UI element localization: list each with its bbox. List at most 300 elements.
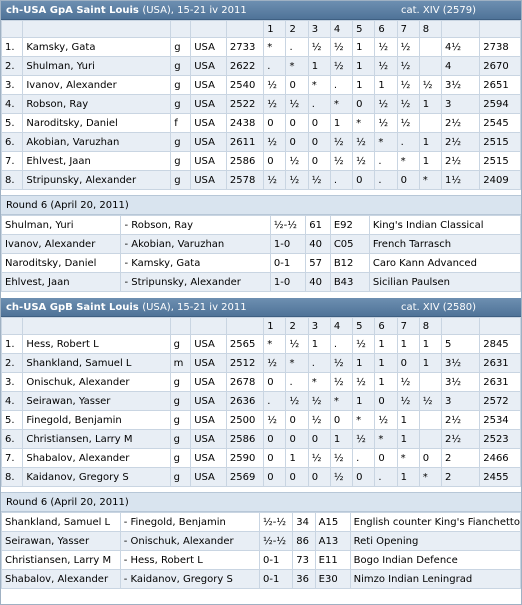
rating-cell: 2586 [226,152,263,171]
rating-cell: 2611 [226,133,263,152]
game-result-link[interactable]: 1-0 [270,273,305,292]
opening-name-cell: Sicilian Paulsen [369,273,520,292]
player-title-cell: g [170,335,191,354]
opening-name-cell: Bogo Indian Defence [350,551,520,570]
result-cell: ½ [397,57,419,76]
group-a-round-title: Round 6 (April 20, 2011) [1,195,521,215]
result-cell: 1 [397,468,419,487]
header-blank-cell [191,318,227,335]
result-cell: * [264,335,286,354]
eco-code-cell: A15 [315,513,350,532]
result-cell [419,57,441,76]
game-row[interactable] [2,532,521,551]
group-b-section [1,298,521,589]
player-name-link[interactable]: Kaidanov, Gregory S [23,468,170,487]
table-row [2,335,521,354]
result-cell: ½ [419,76,441,95]
result-cell: . [286,373,308,392]
player-name-link[interactable]: Seirawan, Yasser [23,392,170,411]
round-number-cell: 6 [375,318,397,335]
player-title-cell: g [171,57,191,76]
result-cell: . [308,354,330,373]
player-title-cell: g [170,373,191,392]
header-blank-cell [171,21,191,38]
result-cell: ½ [286,152,308,171]
white-player-cell: Seirawan, Yasser [2,532,121,551]
player-title-cell: g [170,430,191,449]
player-name-link[interactable]: Christiansen, Larry M [23,430,170,449]
result-cell: ½ [397,76,419,95]
result-cell: 0 [330,411,352,430]
federation-cell: USA [191,449,227,468]
opening-name-cell: Caro Kann Advanced [369,254,520,273]
result-cell: * [286,57,308,76]
federation-cell: USA [191,354,227,373]
move-count-cell: 36 [293,570,315,589]
eco-code-cell: B43 [330,273,369,292]
result-cell: ½ [308,449,330,468]
player-name-link[interactable]: Onischuk, Alexander [23,373,170,392]
performance-cell: 2515 [480,152,521,171]
rank-cell: 2. [2,57,23,76]
rating-cell: 2636 [226,392,263,411]
result-cell: 1 [419,354,441,373]
points-cell: 4 [442,57,480,76]
points-cell: 3 [442,392,480,411]
table-row [2,411,521,430]
opening-name-cell: King's Indian Classical [369,216,520,235]
federation-cell: USA [191,133,227,152]
player-title-cell: g [171,152,191,171]
result-cell: . [308,95,330,114]
result-cell: 1 [353,354,375,373]
player-title-cell: m [170,354,191,373]
move-count-cell: 73 [293,551,315,570]
points-cell: 4½ [442,38,480,57]
result-cell: 0 [264,449,286,468]
table-row [2,171,521,190]
result-cell: ½ [286,392,308,411]
result-cell: ½ [330,57,352,76]
rank-cell: 8. [2,171,23,190]
move-count-cell: 61 [306,216,331,235]
result-cell: ½ [264,95,286,114]
points-cell: 5 [442,335,480,354]
result-cell: ½ [353,430,375,449]
result-cell: 0 [286,468,308,487]
game-row[interactable] [2,216,521,235]
result-cell: 0 [264,152,286,171]
performance-cell: 2631 [480,373,521,392]
white-player-cell: Shabalov, Alexander [2,570,121,589]
black-player-cell: - Stripunsky, Alexander [121,273,270,292]
result-cell: * [353,411,375,430]
player-title-cell: g [170,392,191,411]
result-cell: 1 [308,57,330,76]
group-a-header [1,1,521,20]
game-row[interactable] [2,235,521,254]
white-player-cell: Naroditsky, Daniel [2,254,121,273]
performance-cell: 2545 [480,114,521,133]
rank-cell: 2. [2,354,23,373]
result-cell: 1 [353,57,375,76]
player-name-link[interactable]: Robson, Ray [23,95,171,114]
player-name-link[interactable]: Shabalov, Alexander [23,449,170,468]
result-cell: 1 [397,430,419,449]
performance-cell: 2631 [480,354,521,373]
result-cell: 0 [264,430,286,449]
white-player-cell: Ivanov, Alexander [2,235,121,254]
result-cell: * [397,152,419,171]
result-cell: ½ [330,38,352,57]
result-cell: * [308,76,330,95]
player-title-cell: g [170,411,191,430]
performance-cell: 2455 [480,468,521,487]
result-cell: 0 [308,430,330,449]
header-blank-cell [170,318,191,335]
result-cell: 0 [286,411,308,430]
header-blank-cell [480,318,521,335]
round-number-cell: 6 [375,21,397,38]
group-b-header [1,298,521,317]
federation-cell: USA [191,152,227,171]
result-cell: 1 [419,133,441,152]
result-cell: 0 [264,468,286,487]
federation-cell: USA [191,468,227,487]
result-cell [419,38,441,57]
round-number-cell: 5 [353,318,375,335]
game-row[interactable] [2,254,521,273]
result-cell: . [330,76,352,95]
result-cell: * [330,95,352,114]
result-cell: . [264,57,286,76]
rank-cell: 1. [2,335,23,354]
result-cell: . [375,468,397,487]
result-cell: 0 [397,354,419,373]
result-cell: ½ [353,133,375,152]
points-cell: 2½ [442,133,480,152]
performance-cell: 2594 [480,95,521,114]
rating-cell: 2438 [226,114,263,133]
points-cell: 2½ [442,152,480,171]
round-number-cell: 4 [330,21,352,38]
result-cell: * [308,373,330,392]
federation-cell: USA [191,392,227,411]
round-number-row [2,21,521,38]
result-cell: 0 [308,133,330,152]
performance-cell: 2670 [480,57,521,76]
rating-cell: 2622 [226,57,263,76]
performance-cell: 2466 [480,449,521,468]
black-player-cell: - Kamsky, Gata [121,254,270,273]
round-number-cell: 7 [397,21,419,38]
player-name-link[interactable]: Finegold, Benjamin [23,411,170,430]
table-row [2,392,521,411]
federation-cell: USA [191,411,227,430]
game-result-link[interactable]: 0-1 [270,254,305,273]
result-cell: ½ [308,392,330,411]
result-cell: 1 [419,335,441,354]
result-cell: 1 [286,449,308,468]
result-cell: ½ [308,411,330,430]
points-cell: 3½ [442,354,480,373]
result-cell: 0 [353,468,375,487]
table-row [2,468,521,487]
group-a-crosstable [1,20,521,190]
game-result-link[interactable]: 0-1 [260,570,293,589]
result-cell: 0 [264,373,286,392]
eco-code-cell: C05 [330,235,369,254]
group-a-location: (USA), 15-21 iv 2011 [142,4,247,16]
points-cell: 2½ [442,114,480,133]
table-row [2,354,521,373]
points-cell: 3 [442,95,480,114]
white-player-cell: Ehlvest, Jaan [2,273,121,292]
game-row[interactable] [2,551,521,570]
rating-cell: 2540 [226,76,263,95]
rank-cell: 5. [2,411,23,430]
result-cell: ½ [375,57,397,76]
round-number-row [2,318,521,335]
round-number-cell: 8 [419,21,441,38]
player-name-link[interactable]: Naroditsky, Daniel [23,114,171,133]
result-cell: ½ [397,392,419,411]
rank-cell: 4. [2,392,23,411]
round-number-cell: 7 [397,318,419,335]
round-number-cell: 4 [330,318,352,335]
result-cell: 0 [286,430,308,449]
rating-cell: 2586 [226,430,263,449]
round-number-cell: 1 [264,21,286,38]
result-cell: 0 [286,133,308,152]
federation-cell: USA [191,57,227,76]
result-cell: ½ [397,95,419,114]
header-blank-cell [2,21,23,38]
player-name-link[interactable]: Stripunsky, Alexander [23,171,171,190]
result-cell: 0 [397,171,419,190]
game-row[interactable] [2,273,521,292]
performance-cell: 2515 [480,133,521,152]
result-cell: ½ [330,449,352,468]
result-cell: 1 [419,95,441,114]
rank-cell: 5. [2,114,23,133]
points-cell: 3½ [442,76,480,95]
white-player-cell: Shankland, Samuel L [2,513,121,532]
header-blank-cell [23,318,170,335]
result-cell: ½ [286,171,308,190]
game-result-link[interactable]: ½-½ [260,532,293,551]
group-a-section [1,1,521,292]
result-cell [419,114,441,133]
table-row [2,38,521,57]
round-number-cell: 2 [286,318,308,335]
result-cell: . [375,152,397,171]
opening-name-cell: Nimzo Indian Leningrad [350,570,520,589]
white-player-cell: Christiansen, Larry M [2,551,121,570]
move-count-cell: 34 [293,513,315,532]
result-cell: * [419,171,441,190]
result-cell: . [397,133,419,152]
rank-cell: 8. [2,468,23,487]
game-result-link[interactable]: 1-0 [270,235,305,254]
result-cell: . [264,392,286,411]
result-cell: . [286,38,308,57]
rating-cell: 2500 [226,411,263,430]
header-blank-cell [2,318,23,335]
rank-cell: 1. [2,38,23,57]
opening-name-cell: English counter King's Fianchetto [350,513,520,532]
points-cell: 2 [442,468,480,487]
result-cell: ½ [330,133,352,152]
result-cell: * [286,354,308,373]
move-count-cell: 40 [306,273,331,292]
result-cell: ½ [397,114,419,133]
round-number-cell: 8 [419,318,441,335]
result-cell: ½ [353,335,375,354]
result-cell: ½ [330,152,352,171]
result-cell: ½ [330,354,352,373]
result-cell: ½ [264,133,286,152]
group-b-category: cat. XIV (2580) [401,301,476,313]
result-cell: ½ [375,95,397,114]
white-player-cell: Shulman, Yuri [2,216,121,235]
federation-cell: USA [191,335,227,354]
result-cell: ½ [286,95,308,114]
player-title-cell: g [171,171,191,190]
performance-cell: 2572 [480,392,521,411]
result-cell: 0 [308,152,330,171]
group-b-games-table [1,512,521,589]
move-count-cell: 40 [306,235,331,254]
game-row[interactable] [2,513,521,532]
result-cell: ½ [286,335,308,354]
player-title-cell: g [170,468,191,487]
table-row [2,76,521,95]
result-cell [419,430,441,449]
player-title-cell: g [171,76,191,95]
result-cell: . [330,171,352,190]
result-cell: ½ [353,373,375,392]
rating-cell: 2678 [226,373,263,392]
round-number-cell: 3 [308,318,330,335]
result-cell: ½ [264,171,286,190]
result-cell: * [419,468,441,487]
rank-cell: 6. [2,430,23,449]
table-row [2,152,521,171]
eco-code-cell: A13 [315,532,350,551]
result-cell: ½ [330,373,352,392]
result-cell: * [397,449,419,468]
player-name-link[interactable]: Kamsky, Gata [23,38,171,57]
result-cell [419,373,441,392]
table-row [2,430,521,449]
result-cell: * [264,38,286,57]
player-name-link[interactable]: Ehlvest, Jaan [23,152,171,171]
black-player-cell: - Onischuk, Alexander [120,532,259,551]
group-a-title[interactable]: ch-USA GpA Saint Louis [6,4,139,16]
game-result-link[interactable]: 0-1 [260,551,293,570]
result-cell: * [353,114,375,133]
black-player-cell: - Akobian, Varuzhan [121,235,270,254]
points-cell: 1½ [442,171,480,190]
performance-cell: 2738 [480,38,521,57]
result-cell: ½ [375,38,397,57]
federation-cell: USA [191,38,227,57]
black-player-cell: - Finegold, Benjamin [120,513,259,532]
result-cell: * [330,392,352,411]
result-cell: 1 [397,335,419,354]
rating-cell: 2565 [226,335,263,354]
table-row [2,57,521,76]
game-row[interactable] [2,570,521,589]
table-row [2,373,521,392]
result-cell: ½ [308,38,330,57]
header-blank-cell [191,21,227,38]
move-count-cell: 86 [293,532,315,551]
result-cell: ½ [264,411,286,430]
rank-cell: 3. [2,373,23,392]
group-b-location: (USA), 15-21 iv 2011 [142,301,247,313]
header-blank-cell [226,21,263,38]
round-number-cell: 2 [286,21,308,38]
rank-cell: 7. [2,449,23,468]
game-result-link[interactable]: ½-½ [270,216,305,235]
player-name-link[interactable]: Hess, Robert L [23,335,170,354]
result-cell: * [375,133,397,152]
player-name-link[interactable]: Ivanov, Alexander [23,76,171,95]
header-blank-cell [442,21,480,38]
player-name-link[interactable]: Shulman, Yuri [23,57,171,76]
game-result-link[interactable]: ½-½ [260,513,293,532]
result-cell: ½ [375,114,397,133]
points-cell: 2½ [442,411,480,430]
group-b-title[interactable]: ch-USA GpB Saint Louis [6,301,139,313]
table-row [2,133,521,152]
black-player-cell: - Robson, Ray [121,216,270,235]
rating-cell: 2512 [226,354,263,373]
result-cell: 1 [353,392,375,411]
round-number-cell: 1 [264,318,286,335]
points-cell: 2½ [442,430,480,449]
header-blank-cell [442,318,480,335]
player-title-cell: f [171,114,191,133]
result-cell: ½ [264,354,286,373]
round-number-cell: 3 [308,21,330,38]
performance-cell: 2845 [480,335,521,354]
result-cell: 1 [330,114,352,133]
result-cell: . [353,449,375,468]
player-name-link[interactable]: Shankland, Samuel L [23,354,170,373]
result-cell: 0 [375,392,397,411]
result-cell: 0 [308,114,330,133]
result-cell: ½ [419,392,441,411]
result-cell: 1 [353,76,375,95]
rating-cell: 2578 [226,171,263,190]
federation-cell: USA [191,373,227,392]
result-cell: 1 [375,373,397,392]
table-row [2,449,521,468]
opening-name-cell: French Tarrasch [369,235,520,254]
result-cell: . [330,335,352,354]
player-name-link[interactable]: Akobian, Varuzhan [23,133,171,152]
result-cell: 0 [375,449,397,468]
result-cell: ½ [375,411,397,430]
result-cell: . [375,171,397,190]
rating-cell: 2590 [226,449,263,468]
rank-cell: 3. [2,76,23,95]
table-row [2,114,521,133]
player-title-cell: g [171,133,191,152]
